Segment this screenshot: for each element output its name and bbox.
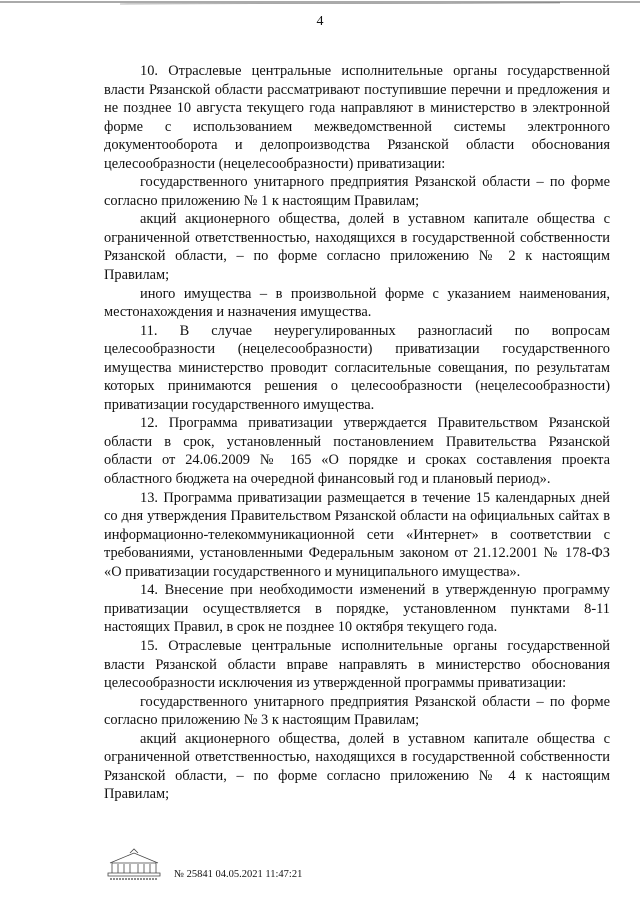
paragraph-12: 12. Программа приватизации утверждается Правительством Рязанской области в срок, установленный постановлением Правительства Рязанской области от 24.06.2009 № 165 «О порядке и сроках составления проекта областного бюджета на очередной финансовый год и плановый период». — [104, 415, 610, 488]
document-body — [104, 62, 610, 804]
paragraph-10-item-3: иного имущества – в произвольной форме с указанием наименования, местонахождения и назначения имущества. — [104, 285, 610, 321]
registration-number: № 25841 04.05.2021 11:47:21 — [174, 869, 303, 880]
page-number: 4 — [316, 14, 324, 29]
paragraph-10: 10. Отраслевые центральные исполнительные органы государственной власти Рязанской области рассматривают поступившие перечни и предложения и не позднее 10 августа текущего года направляют в министерство в электронной форме с использованием межведомственной системы электронного документооборота и делопроизводства Рязанской области обоснования целесообразности (нецелесообразности) приватизации: — [104, 63, 610, 172]
paragraph-15-item-1: государственного унитарного предприятия Рязанской области – по форме согласно приложению № 3 к настоящим Правилам; — [104, 693, 610, 729]
paragraph-10-item-2: акций акционерного общества, долей в уставном капитале общества с ограниченной ответственностью, находящихся в государственной собственности Рязанской области, – по форме согласно приложению № 2 к настоящим Правилам; — [104, 211, 610, 284]
paragraph-15: 15. Отраслевые центральные исполнительные органы государственной власти Рязанской области вправе направлять в министерство обоснования целесообразности исключения из утвержденной программы приватизации: — [104, 637, 610, 692]
paragraph-15-item-2: акций акционерного общества, долей в уставном капитале общества с ограниченной ответственностью, находящихся в государственной собственности Рязанской области, – по форме согласно приложению № 4 к настоящим Правилам; — [104, 730, 610, 803]
paragraph-13: 13. Программа приватизации размещается в течение 15 календарных дней со дня утверждения Правительством Рязанской области на официальных сайтах в информационно-телекоммуникационной сети «Интернет» в соответствии с требованиями, установленными Федеральным законом от 21.12.2001 № 178-ФЗ «О приватизации государственного и муниципального имущества». — [104, 489, 610, 580]
document-footer — [104, 845, 404, 885]
scan-edge-line — [0, 0, 640, 10]
paragraph-11: 11. В случае неурегулированных разногласий по вопросам целесообразности (нецелесообразности) приватизации государственного имущества министерство проводит согласительные совещания, по результатам которых принимаются решения о целесообразности (нецелесообразности) приватизации государственного имущества. — [104, 322, 610, 413]
paragraph-10-item-1: государственного унитарного предприятия Рязанской области – по форме согласно приложению № 1 к настоящим Правилам; — [104, 174, 610, 209]
government-building-stamp-icon — [104, 847, 164, 881]
paragraph-14: 14. Внесение при необходимости изменений в утвержденную программу приватизации осуществляется в порядке, установленном пунктами 8-11 настоящих Правил, в срок не позднее 10 октября текущего года. — [104, 582, 610, 636]
